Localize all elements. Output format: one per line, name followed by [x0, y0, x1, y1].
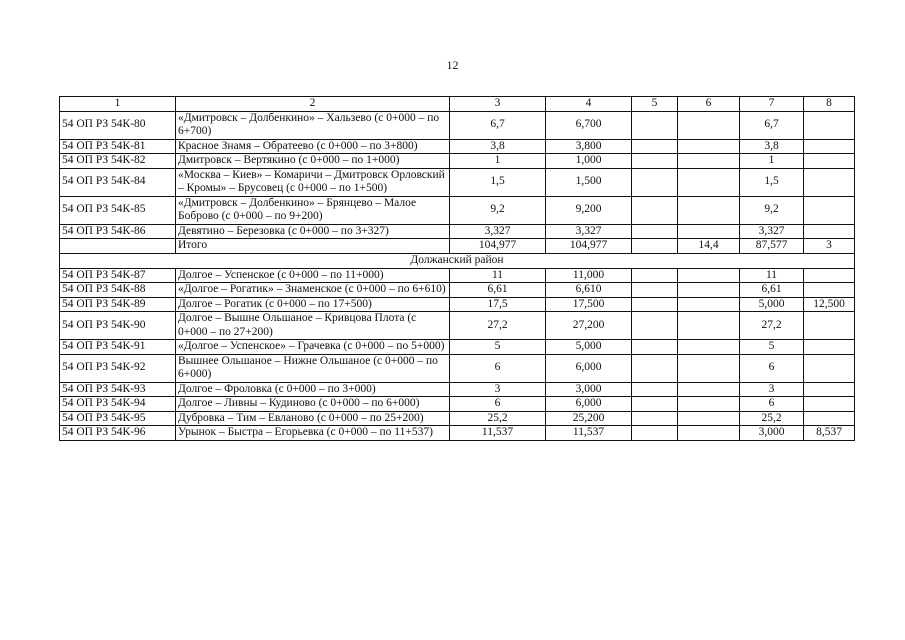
col-3-value: 1,5	[450, 168, 546, 196]
col-6-value	[678, 382, 740, 397]
col-6-value	[678, 312, 740, 340]
col-8-value	[804, 411, 855, 426]
road-name: Дмитровск – Вертякино (с 0+000 – по 1+000)	[176, 154, 450, 169]
road-name: Дубровка – Тим – Евланово (с 0+000 – по 25+200)	[176, 411, 450, 426]
road-code: 54 ОП РЗ 54К-81	[60, 139, 176, 154]
col-4-value: 11,537	[546, 426, 632, 441]
col-7-value: 6	[740, 354, 804, 382]
col-6-value	[678, 397, 740, 412]
table-row	[60, 196, 855, 224]
col-5-value	[632, 411, 678, 426]
col-7-value: 1,5	[740, 168, 804, 196]
col-7-value: 9,2	[740, 196, 804, 224]
col-3-value: 6,7	[450, 111, 546, 139]
column-header-5: 5	[632, 97, 678, 112]
col-6-value	[678, 297, 740, 312]
col-7-value: 87,577	[740, 239, 804, 254]
road-code: 54 ОП РЗ 54К-90	[60, 312, 176, 340]
col-8-value	[804, 340, 855, 355]
column-header-8: 8	[804, 97, 855, 112]
col-5-value	[632, 139, 678, 154]
col-3-value: 3,327	[450, 224, 546, 239]
col-4-value: 1,500	[546, 168, 632, 196]
road-code: 54 ОП РЗ 54К-88	[60, 283, 176, 298]
col-6-value	[678, 111, 740, 139]
col-4-value: 11,000	[546, 268, 632, 283]
road-code: 54 ОП РЗ 54К-96	[60, 426, 176, 441]
col-8-value	[804, 397, 855, 412]
col-4-value: 3,327	[546, 224, 632, 239]
road-code: 54 ОП РЗ 54К-91	[60, 340, 176, 355]
road-code: 54 ОП РЗ 54К-94	[60, 397, 176, 412]
col-4-value: 6,000	[546, 397, 632, 412]
col-3-value: 104,977	[450, 239, 546, 254]
road-name: Девятино – Березовка (с 0+000 – по 3+327)	[176, 224, 450, 239]
road-name: Красное Знамя – Обратеево (с 0+000 – по 3+800)	[176, 139, 450, 154]
col-6-value	[678, 411, 740, 426]
table-row	[60, 312, 855, 340]
col-4-value: 27,200	[546, 312, 632, 340]
col-7-value: 3	[740, 382, 804, 397]
col-7-value: 5,000	[740, 297, 804, 312]
road-name: Долгое – Рогатик (с 0+000 – по 17+500)	[176, 297, 450, 312]
col-3-value: 9,2	[450, 196, 546, 224]
road-code: 54 ОП РЗ 54К-87	[60, 268, 176, 283]
col-7-value: 1	[740, 154, 804, 169]
table-row	[60, 397, 855, 412]
col-8-value: 3	[804, 239, 855, 254]
col-4-value: 6,610	[546, 283, 632, 298]
col-6-value	[678, 426, 740, 441]
table-row	[60, 411, 855, 426]
col-4-value: 6,000	[546, 354, 632, 382]
col-7-value: 27,2	[740, 312, 804, 340]
col-6-value	[678, 268, 740, 283]
col-8-value	[804, 382, 855, 397]
col-8-value	[804, 268, 855, 283]
road-name: Урынок – Быстра – Егорьевка (с 0+000 – по 11+537)	[176, 426, 450, 441]
section-row	[60, 253, 855, 268]
col-3-value: 6	[450, 354, 546, 382]
table-row	[60, 168, 855, 196]
table-row	[60, 382, 855, 397]
road-code: 54 ОП РЗ 54К-82	[60, 154, 176, 169]
column-header-6: 6	[678, 97, 740, 112]
col-8-value: 8,537	[804, 426, 855, 441]
col-5-value	[632, 340, 678, 355]
col-8-value	[804, 139, 855, 154]
col-4-value: 25,200	[546, 411, 632, 426]
road-code: 54 ОП РЗ 54К-85	[60, 196, 176, 224]
table-row	[60, 239, 855, 254]
col-7-value: 5	[740, 340, 804, 355]
col-3-value: 3	[450, 382, 546, 397]
table-row	[60, 283, 855, 298]
col-7-value: 6	[740, 397, 804, 412]
col-6-value	[678, 224, 740, 239]
col-5-value	[632, 397, 678, 412]
col-8-value	[804, 168, 855, 196]
road-name: «Москва – Киев» – Комаричи – Дмитровск Орловский – Кромы» – Брусовец (с 0+000 – по 1+500)	[176, 168, 450, 196]
road-code: 54 ОП РЗ 54К-80	[60, 111, 176, 139]
table-row	[60, 340, 855, 355]
col-3-value: 1	[450, 154, 546, 169]
col-6-value	[678, 196, 740, 224]
col-8-value	[804, 224, 855, 239]
col-5-value	[632, 297, 678, 312]
col-5-value	[632, 382, 678, 397]
page-number: 12	[446, 58, 459, 72]
col-8-value	[804, 111, 855, 139]
col-7-value: 6,7	[740, 111, 804, 139]
col-6-value	[678, 139, 740, 154]
column-header-2: 2	[176, 97, 450, 112]
col-4-value: 1,000	[546, 154, 632, 169]
table-row	[60, 154, 855, 169]
table-row	[60, 268, 855, 283]
col-6-value: 14,4	[678, 239, 740, 254]
col-7-value: 25,2	[740, 411, 804, 426]
col-6-value	[678, 168, 740, 196]
col-6-value	[678, 340, 740, 355]
header-row	[60, 97, 855, 112]
col-3-value: 6	[450, 397, 546, 412]
road-code: 54 ОП РЗ 54К-92	[60, 354, 176, 382]
col-6-value	[678, 154, 740, 169]
col-3-value: 17,5	[450, 297, 546, 312]
road-name: «Долгое – Рогатик» – Знаменское (с 0+000 – по 6+610)	[176, 283, 450, 298]
table-header	[60, 97, 855, 112]
col-5-value	[632, 111, 678, 139]
road-code	[60, 239, 176, 254]
col-4-value: 3,000	[546, 382, 632, 397]
col-3-value: 11,537	[450, 426, 546, 441]
column-header-7: 7	[740, 97, 804, 112]
col-4-value: 6,700	[546, 111, 632, 139]
col-3-value: 3,8	[450, 139, 546, 154]
table-row	[60, 297, 855, 312]
col-3-value: 6,61	[450, 283, 546, 298]
col-4-value: 3,800	[546, 139, 632, 154]
table-row	[60, 111, 855, 139]
road-name: Итого	[176, 239, 450, 254]
col-3-value: 27,2	[450, 312, 546, 340]
column-header-1: 1	[60, 97, 176, 112]
road-name: «Дмитровск – Долбенкино» – Хальзево (с 0+000 – по 6+700)	[176, 111, 450, 139]
road-name: Долгое – Фроловка (с 0+000 – по 3+000)	[176, 382, 450, 397]
road-name: «Дмитровск – Долбенкино» – Брянцево – Малое Боброво (с 0+000 – по 9+200)	[176, 196, 450, 224]
col-7-value: 3,8	[740, 139, 804, 154]
col-8-value	[804, 312, 855, 340]
col-8-value	[804, 354, 855, 382]
col-5-value	[632, 312, 678, 340]
col-8-value	[804, 154, 855, 169]
col-7-value: 3,000	[740, 426, 804, 441]
col-5-value	[632, 239, 678, 254]
col-5-value	[632, 154, 678, 169]
col-6-value	[678, 354, 740, 382]
col-4-value: 17,500	[546, 297, 632, 312]
table-row	[60, 224, 855, 239]
road-code: 54 ОП РЗ 54К-95	[60, 411, 176, 426]
road-code: 54 ОП РЗ 54К-89	[60, 297, 176, 312]
col-7-value: 6,61	[740, 283, 804, 298]
col-5-value	[632, 426, 678, 441]
col-6-value	[678, 283, 740, 298]
col-5-value	[632, 268, 678, 283]
col-5-value	[632, 168, 678, 196]
table-body	[60, 111, 855, 440]
road-code: 54 ОП РЗ 54К-93	[60, 382, 176, 397]
table-row	[60, 139, 855, 154]
road-name: Долгое – Успенское (с 0+000 – по 11+000)	[176, 268, 450, 283]
col-7-value: 11	[740, 268, 804, 283]
table-row	[60, 354, 855, 382]
col-5-value	[632, 283, 678, 298]
road-name: Долгое – Ливны – Кудиново (с 0+000 – по 6+000)	[176, 397, 450, 412]
col-4-value: 9,200	[546, 196, 632, 224]
road-name: Вышнее Ольшаное – Нижне Ольшаное (с 0+000 – по 6+000)	[176, 354, 450, 382]
col-3-value: 5	[450, 340, 546, 355]
col-3-value: 11	[450, 268, 546, 283]
col-8-value	[804, 283, 855, 298]
col-4-value: 5,000	[546, 340, 632, 355]
col-7-value: 3,327	[740, 224, 804, 239]
road-name: «Долгое – Успенское» – Грачевка (с 0+000 – по 5+000)	[176, 340, 450, 355]
column-header-4: 4	[546, 97, 632, 112]
section-label: Должанский район	[60, 253, 855, 268]
col-4-value: 104,977	[546, 239, 632, 254]
col-8-value	[804, 196, 855, 224]
road-code: 54 ОП РЗ 54К-84	[60, 168, 176, 196]
road-code: 54 ОП РЗ 54К-86	[60, 224, 176, 239]
roads-table	[59, 96, 855, 441]
table-row	[60, 426, 855, 441]
column-header-3: 3	[450, 97, 546, 112]
col-5-value	[632, 224, 678, 239]
col-3-value: 25,2	[450, 411, 546, 426]
road-name: Долгое – Вышне Ольшаное – Кривцова Плота (с 0+000 – по 27+200)	[176, 312, 450, 340]
col-5-value	[632, 354, 678, 382]
col-5-value	[632, 196, 678, 224]
col-8-value: 12,500	[804, 297, 855, 312]
